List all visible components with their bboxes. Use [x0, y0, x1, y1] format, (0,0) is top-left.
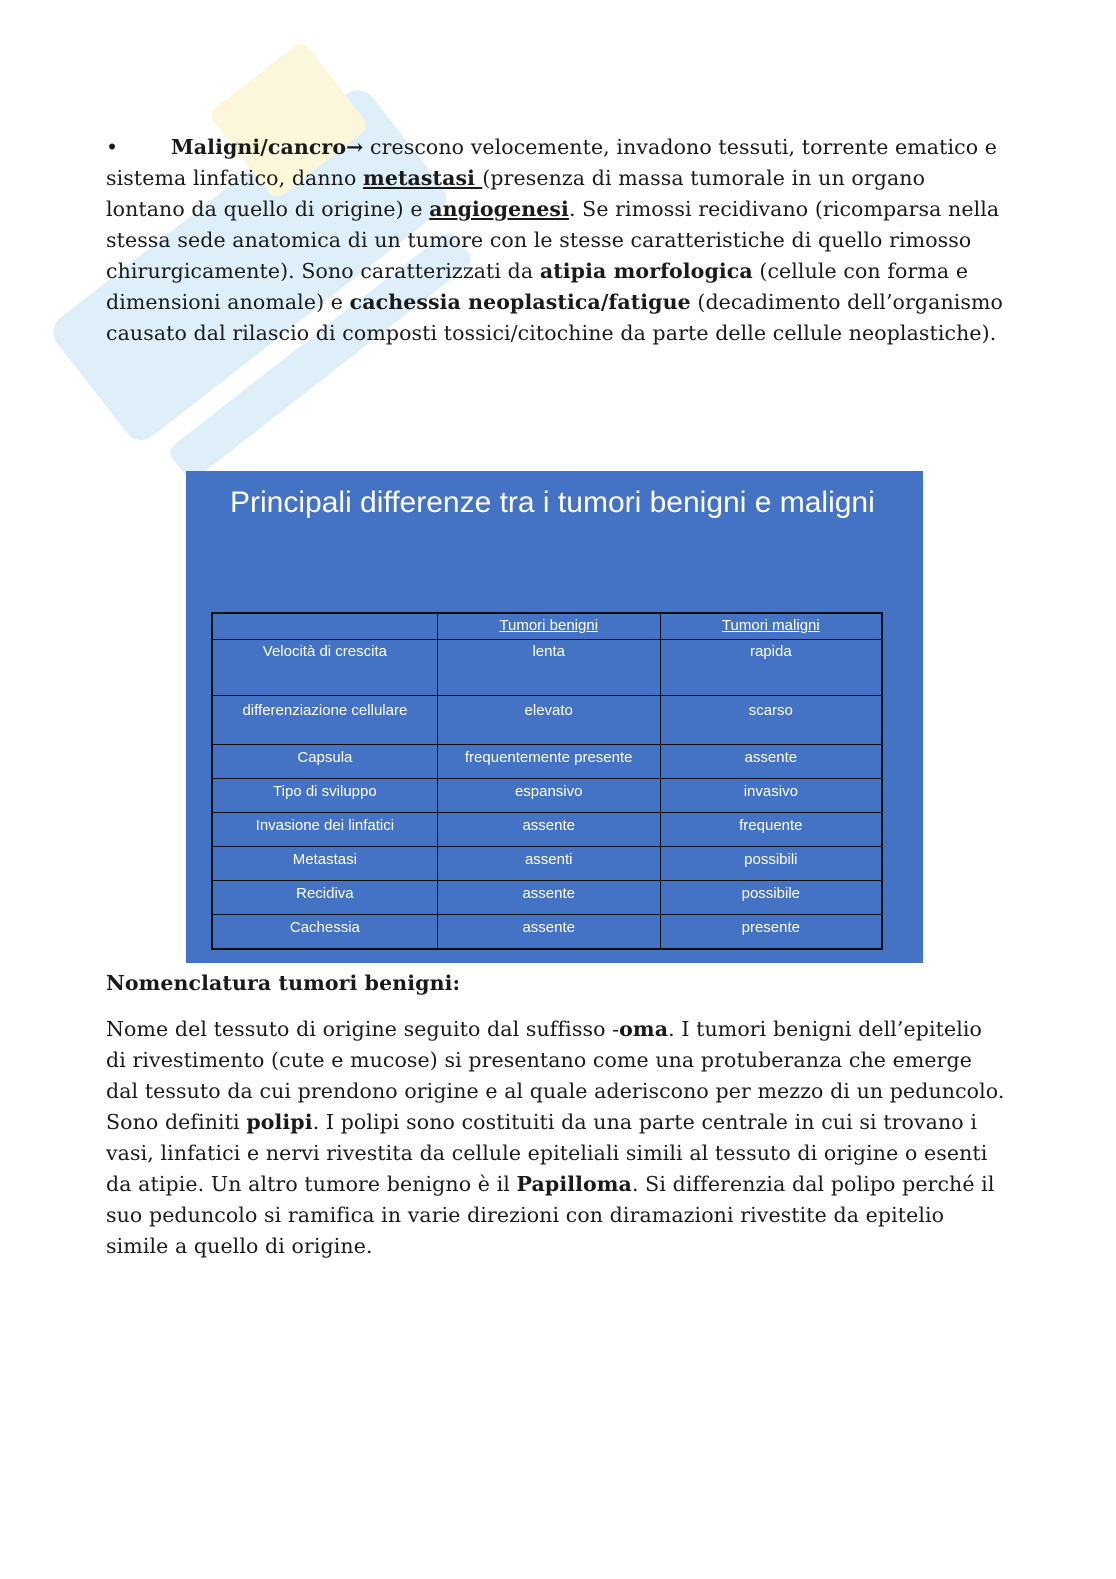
table-row: [212, 640, 882, 696]
term-papilloma: Papilloma: [516, 1172, 632, 1196]
comparison-slide: [186, 471, 923, 963]
table-row: [212, 813, 882, 847]
term-cachessia: cachessia neoplastica/fatigue: [349, 290, 691, 314]
table-row: [212, 915, 882, 950]
term-maligni: Maligni/cancro: [171, 135, 347, 159]
text-segment: . I polipi sono costituiti da una parte centrale in cui si trovano i vasi, linfatici e nervi rivestita da cellule epiteliali simili al tessuto di origine o esenti da atipie. Un altro tumore benigno è il: [106, 1110, 988, 1196]
cell-maligni: rapida: [660, 640, 882, 696]
term-atipia: atipia morfologica: [539, 259, 753, 283]
row-label: Velocità di crescita: [212, 640, 437, 696]
cell-benigni: espansivo: [437, 779, 660, 813]
cell-benigni: assente: [437, 813, 660, 847]
cell-benigni: elevato: [437, 696, 660, 745]
paragraph-maligni: [106, 132, 1006, 349]
row-label: Recidiva: [212, 881, 437, 915]
row-label: Tipo di sviluppo: [212, 779, 437, 813]
term-angiogenesi: angiogenesi: [429, 197, 569, 221]
table-row: [212, 881, 882, 915]
cell-maligni: frequente: [660, 813, 882, 847]
cell-maligni: scarso: [660, 696, 882, 745]
paragraph-nomenclatura: [106, 1014, 1006, 1262]
text-segment: crescono velocemente, invadono tessuti, torrente ematico e sistema linfatico, danno: [106, 135, 997, 190]
text-segment: . I tumori benigni dell’epitelio di rivestimento (cute e mucose) si presentano come una protuberanza che emerge dal tessuto da cui prendono origine e al quale aderiscono per mezzo di un peduncolo. Sono definiti: [106, 1017, 1005, 1134]
table-row: [212, 779, 882, 813]
table-header-row: [212, 613, 882, 640]
term-oma: oma: [619, 1017, 669, 1041]
cell-benigni: assente: [437, 915, 660, 950]
cell-maligni: possibili: [660, 847, 882, 881]
table-row: [212, 847, 882, 881]
row-label: Invasione dei linfatici: [212, 813, 437, 847]
row-label: Metastasi: [212, 847, 437, 881]
row-label: differenziazione cellulare: [212, 696, 437, 745]
header-cell: Tumori maligni: [660, 613, 882, 640]
header-cell: [212, 613, 437, 640]
text-segment: . Se rimossi recidivano (ricomparsa nella stessa sede anatomica di un tumore con le stesse caratteristiche di quello rimosso chirurgicamente). Sono caratterizzati da: [106, 197, 1000, 283]
text-segment: (cellule con forma e dimensioni anomale) e: [106, 259, 969, 314]
cell-maligni: assente: [660, 745, 882, 779]
cell-benigni: assente: [437, 881, 660, 915]
bullet: •: [106, 135, 119, 159]
arrow-icon: →: [346, 135, 364, 159]
cell-benigni: lenta: [437, 640, 660, 696]
slide-title: Principali differenze tra i tumori benigni e maligni: [230, 486, 875, 519]
text-segment: Nome del tessuto di origine seguito dal suffisso -: [106, 1017, 620, 1041]
text-segment: (presenza di massa tumorale in un organo lontano da quello di origine) e: [106, 166, 926, 221]
comparison-table: [211, 612, 883, 950]
cell-maligni: possibile: [660, 881, 882, 915]
term-metastasi: metastasi: [363, 166, 483, 190]
row-label: Cachessia: [212, 915, 437, 950]
cell-benigni: frequentemente presente: [437, 745, 660, 779]
table-row: [212, 745, 882, 779]
cell-benigni: assenti: [437, 847, 660, 881]
header-cell: Tumori benigni: [437, 613, 660, 640]
text-segment: (decadimento dell’organismo causato dal rilascio di composti tossici/citochine da parte delle cellule neoplastiche).: [106, 290, 1004, 345]
cell-maligni: presente: [660, 915, 882, 950]
row-label: Capsula: [212, 745, 437, 779]
cell-maligni: invasivo: [660, 779, 882, 813]
term-polipi: polipi: [246, 1110, 313, 1134]
table-row: [212, 696, 882, 745]
section-heading: Nomenclatura tumori benigni:: [106, 971, 461, 995]
text-segment: . Si differenzia dal polipo perché il suo peduncolo si ramifica in varie direzioni con diramazioni rivestite da epitelio simile a quello di origine.: [106, 1172, 995, 1258]
